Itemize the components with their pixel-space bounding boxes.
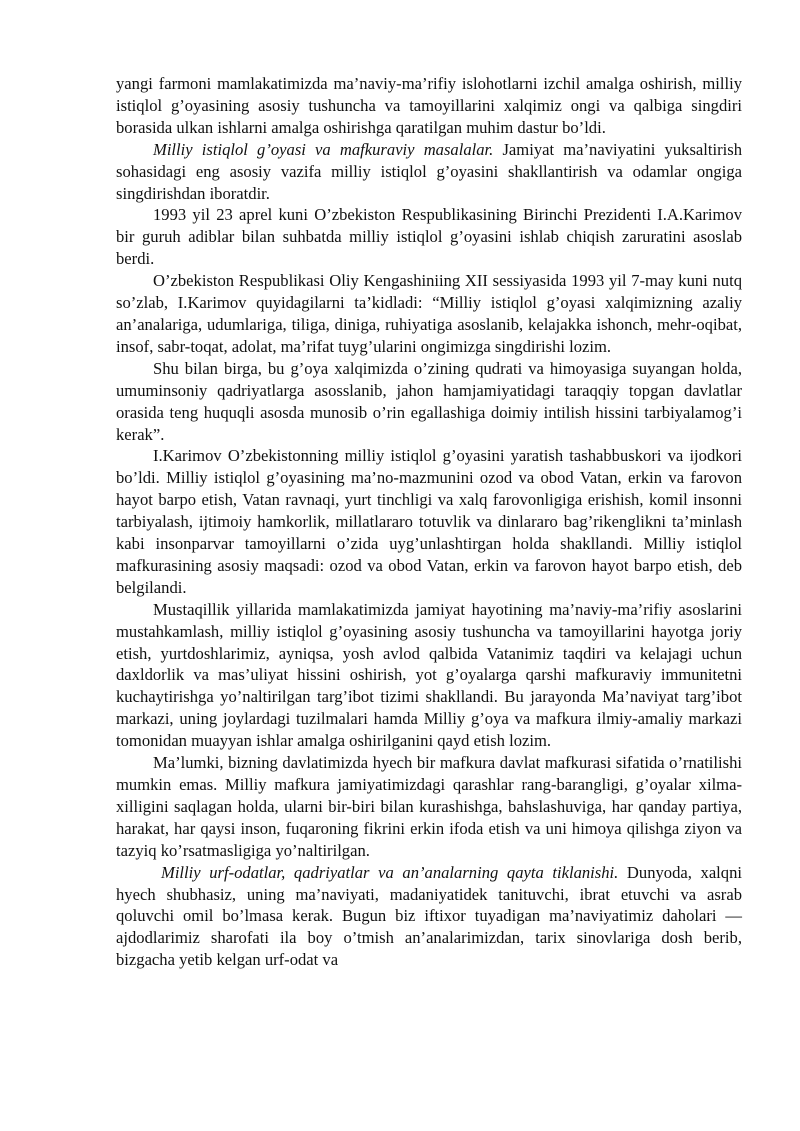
- paragraph-2: [116, 139, 742, 205]
- paragraph-1-text: yangi farmoni mamlakatimizda ma’naviy-ma’rifiy islohotlarni izchil amalga oshirish, milliy istiqlol g’oyasining asosiy tushuncha va tamoyillarini xalqimiz ongi va qalbiga singdiri borasida ulkan ishlarni amalga oshirishga qaratilgan muhim dastur bo’ldi.: [116, 74, 742, 137]
- paragraph-1: [116, 73, 742, 139]
- paragraph-5-text: Shu bilan birga, bu g’oya xalqimizda o’zining qudrati va himoyasiga suyangan holda, umuminsoniy qadriyatlarga asosslanib, jahon hamjamiyatidagi taraqqiy topgan davlatlar orasida teng huquqli asosda munosib o’rin egallashiga doimiy intilish hissini tarbiyalamog’i kerak”.: [116, 358, 742, 444]
- paragraph-4-text: O’zbekiston Respublikasi Oliy Kengashiniing XII sessiyasida 1993 yil 7-may kuni nutq so’zlab, I.Karimov quyidagilarni ta’kidladi: “Milliy istiqlol g’oyasi xalqimizning azaliy an’analariga, udumlariga, tiliga, diniga, ruhiyatiga asoslanib, kelajakka ishonch, mehr-oqibat, insof, sabr-toqat, adolat, ma’rifat tuyg’ularini ongimizga singdirishi lozim.: [116, 271, 742, 356]
- paragraph-9-heading: Milliy urf-odatlar, qadriyatlar va an’analarning qayta tiklanishi.: [161, 862, 619, 882]
- document-page: [116, 73, 742, 971]
- paragraph-3-text: 1993 yil 23 aprel kuni O’zbekiston Respublikasining Birinchi Prezidenti I.A.Karimov bir guruh adiblar bilan suhbatda milliy istiqlol g’oyasini ishlab chiqish zaruratini asoslab berdi.: [116, 205, 742, 269]
- paragraph-9: [116, 862, 742, 972]
- paragraph-7-text: Mustaqillik yillarida mamlakatimizda jamiyat hayotining ma’naviy-ma’rifiy asoslarini mustahkamlash, milliy istiqlol g’oyasining asosiy tushuncha va tamoyillarini hayotga joriy etish, yurtdoshlarimiz, ayniqsa, yosh avlod qalbida Vatanimiz taqdiri va kelajagi uchun daxldorlik va mas’uliyat hissini oshirish, yot g’oyalarga qarshi mafkuraviy immunitetni kuchaytirishga yo’naltirilgan targ’ibot tizimi shakllandi. Bu jarayonda Ma’naviyat targ’ibot markazi, uning joylardagi tuzilmalari hamda Milliy g’oya va mafkura ilmiy-amaliy markazi tomonidan muayyan ishlar amalga oshirilganini qayd etish lozim.: [116, 599, 742, 751]
- paragraph-6: [116, 445, 742, 598]
- paragraph-7: [116, 599, 742, 752]
- paragraph-8: [116, 752, 742, 862]
- paragraph-2-heading: Milliy istiqlol g’oyasi va mafkuraviy masalalar.: [153, 139, 494, 159]
- paragraph-8-text: Ma’lumki, bizning davlatimizda hyech bir mafkura davlat mafkurasi sifatida o’rnatilishi mumkin emas. Milliy mafkura jamiyatimizdagi qarashlar rang-barangligi, g’oyalar xilma-xilligini saqlagan holda, ularni bir-biri bilan kurashishga, bahslashuviga, har qanday partiya, harakat, har qaysi inson, fuqaroning fikrini erkin ifoda etish va uni himoya qilishga ziyon va tazyiq ko’rsatmasligiga yo’naltirilgan.: [116, 753, 742, 860]
- paragraph-9-text: Dunyoda, xalqni hyech shubhasiz, uning ma’naviyati, madaniyatidek tanituvchi, ibrat etuvchi va asrab qoluvchi omil bo’lmasa kerak. Bugun biz iftixor tuyadigan ma’naviyatimiz daholari — ajdodlarimiz sharofati ila boy o’tmish an’analarimizdan, tarix sinovlariga dosh berib, bizgacha yetib kelgan urf-odat va: [116, 862, 743, 970]
- paragraph-6-text: I.Karimov O’zbekistonning milliy istiqlol g’oyasini yaratish tashabbuskori va ijodkori bo’ldi. Milliy istiqlol g’oyasining ma’no-mazmunini ozod va obod Vatan, erkin va farovon hayot barpo etish, Vatan ravnaqi, yurt tinchligi va xalq farovonligiga erishish, komil insonni tarbiyalash, ijtimoiy hamkorlik, millatlararo totuvlik va dinlararo bag’rikenglikni ta’minlash kabi insonparvar tamoyillarni o’zida uyg’unlashtirgan holda shakllandi. Milliy istiqlol mafkurasining asosiy maqsadi: ozod va obod Vatan, erkin va farovon hayot barpo etish, deb belgilandi.: [116, 446, 742, 597]
- paragraph-5: [116, 358, 742, 446]
- paragraph-3: [116, 204, 742, 270]
- paragraph-4: [116, 270, 742, 358]
- paragraph-2-text: Jamiyat ma’naviyatini yuksaltirish sohasidagi eng asosiy vazifa milliy istiqlol g’oyasini shakllantirish va odamlar ongiga singdirishdan iboratdir.: [116, 139, 742, 203]
